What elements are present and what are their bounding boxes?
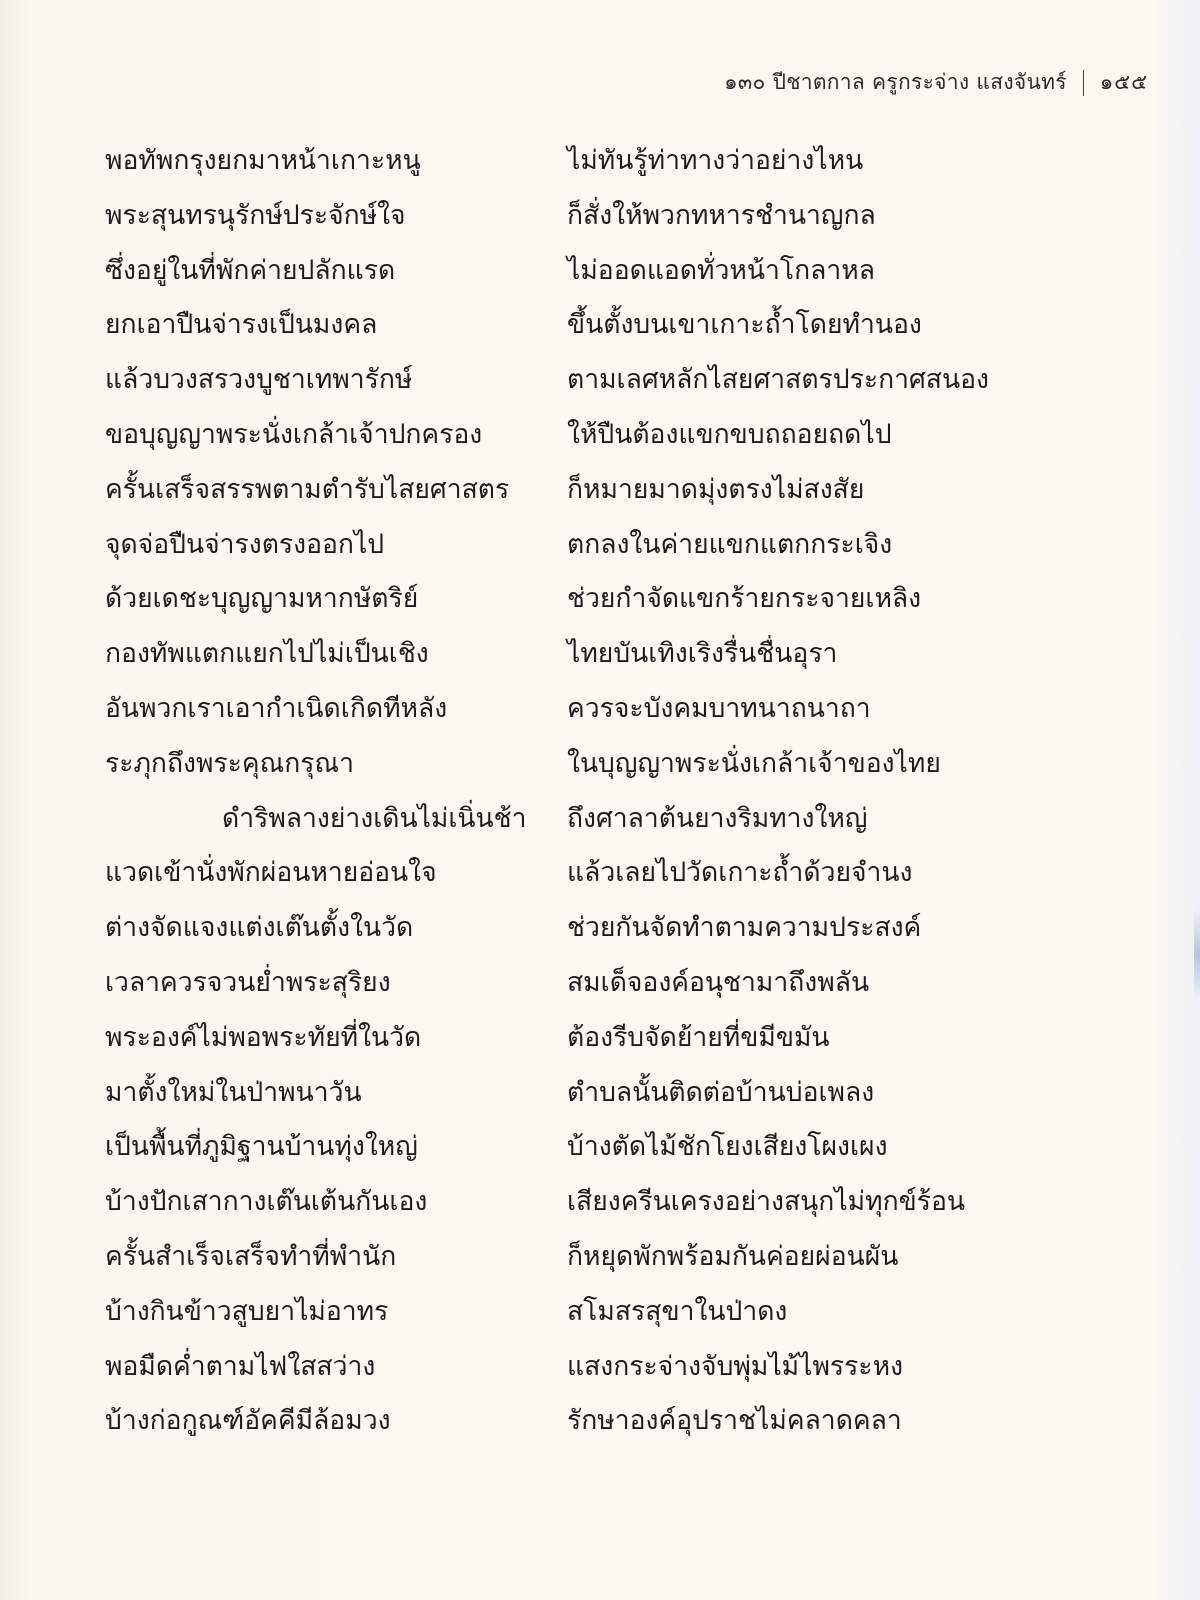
- verse-first: ยกเอาปืนจ่ารงเป็นมงคล: [105, 309, 378, 341]
- poem-couplet: [0, 680, 1200, 735]
- verse-first: แวดเข้านั่งพักผ่อนหายอ่อนใจ: [105, 857, 437, 889]
- poem-couplet: [0, 790, 1200, 845]
- running-header: [724, 66, 1148, 99]
- poem-couplet: [0, 1173, 1200, 1228]
- poem-couplet: [0, 406, 1200, 461]
- poem-body: [0, 132, 1200, 1447]
- verse-second: ไม่ทันรู้ท่าทางว่าอย่างไหน: [567, 145, 864, 176]
- poem-couplet: [0, 461, 1200, 516]
- verse-first: พระองค์ไม่พอพระทัยที่ในวัด: [105, 1021, 422, 1053]
- verse-first: มาตั้งใหม่ในป่าพนาวัน: [105, 1076, 362, 1108]
- poem-couplet: [0, 516, 1200, 571]
- verse-first: ครั้นสำเร็จเสร็จทำที่พำนัก: [105, 1240, 397, 1272]
- verse-first: ซึ่งอยู่ในที่พักค่ายปลักแรด: [105, 254, 396, 286]
- verse-second: บ้างตัดไม้ชักโยงเสียงโผงเผง: [567, 1131, 888, 1163]
- verse-second: ขึ้นตั้งบนเขาเกาะถ้ำโดยทำนอง: [567, 309, 922, 341]
- verse-second: ตามเลศหลักไสยศาสตรประกาศสนอง: [567, 364, 989, 396]
- verse-second: แสงกระจ่างจับพุ่มไม้ไพรระหง: [567, 1350, 904, 1382]
- poem-couplet: [0, 187, 1200, 242]
- verse-second: สมเด็จองค์อนุชามาถึงพลัน: [567, 966, 870, 998]
- poem-couplet: [0, 132, 1200, 187]
- verse-second: ไทยบันเทิงเริงรื่นชื่นอุรา: [567, 638, 838, 670]
- verse-first: บ้างปักเสากางเต๊นเต้นกันเอง: [105, 1186, 428, 1218]
- header-divider: [1083, 70, 1084, 96]
- verse-first: พอมืดค่ำตามไฟใสสว่าง: [105, 1350, 376, 1382]
- verse-second: ก็สั่งให้พวกทหารชำนาญกล: [567, 199, 876, 231]
- poem-couplet: [0, 1064, 1200, 1119]
- verse-second: ในบุญญาพระนั่งเกล้าเจ้าของไทย: [567, 747, 941, 779]
- verse-first: ครั้นเสร็จสรรพตามตำรับไสยศาสตร: [105, 473, 510, 505]
- verse-second: ไม่ออดแอดทั่วหน้าโกลาหล: [567, 254, 875, 286]
- verse-first: จุดจ่อปืนจ่ารงตรงออกไป: [105, 528, 385, 560]
- verse-first: บ้างก่อกูณฑ์อัคคีมีล้อมวง: [105, 1405, 391, 1437]
- verse-first: ระภุกถึงพระคุณกรุณา: [105, 747, 354, 779]
- poem-couplet: [0, 296, 1200, 351]
- verse-first: บ้างกินข้าวสูบยาไม่อาทร: [105, 1295, 389, 1327]
- poem-couplet: [0, 899, 1200, 954]
- poem-couplet: [0, 1283, 1200, 1338]
- verse-first: พอทัพกรุงยกมาหน้าเกาะหนู: [105, 145, 421, 176]
- verse-second: ตำบลนั้นติดต่อบ้านบ่อเพลง: [567, 1076, 875, 1108]
- poem-couplet: [0, 1118, 1200, 1173]
- poem-couplet: [0, 1392, 1200, 1447]
- verse-first: กองทัพแตกแยกไปไม่เป็นเชิง: [105, 638, 429, 670]
- page-edge-mark: [1194, 910, 1200, 1000]
- verse-second: ก็หยุดพักพร้อมกันค่อยผ่อนผัน: [567, 1240, 899, 1272]
- poem-couplet: [0, 242, 1200, 297]
- poem-couplet: [0, 625, 1200, 680]
- header-title: ๑๓๐ ปีชาตกาล ครูกระจ่าง แสงจันทร์: [724, 70, 1067, 94]
- verse-second: เสียงครีนเครงอย่างสนุกไม่ทุกข์ร้อน: [567, 1186, 966, 1218]
- verse-second: ก็หมายมาดมุ่งตรงไม่สงสัย: [567, 473, 865, 505]
- poem-couplet: [0, 735, 1200, 790]
- poem-couplet: [0, 844, 1200, 899]
- verse-second: ต้องรีบจัดย้ายที่ขมีขมัน: [567, 1021, 830, 1053]
- verse-first: ด้วยเดชะบุญญามหากษัตริย์: [105, 583, 419, 615]
- verse-second: ช่วยกันจัดทำตามความประสงค์: [567, 912, 922, 944]
- poem-couplet: [0, 1009, 1200, 1064]
- verse-first: แล้วบวงสรวงบูชาเทพารักษ์: [105, 364, 413, 396]
- verse-second: ช่วยกำจัดแขกร้ายกระจายเหลิง: [567, 583, 922, 615]
- verse-first: เวลาควรจวนย่ำพระสุริยง: [105, 966, 391, 998]
- verse-second: ถึงศาลาต้นยางริมทางใหญ่: [567, 802, 868, 834]
- poem-couplet: [0, 1228, 1200, 1283]
- verse-second: รักษาองค์อุปราชไม่คลาดคลา: [567, 1405, 902, 1437]
- verse-second: ควรจะบังคมบาทนาถนาถา: [567, 692, 871, 724]
- verse-first: ต่างจัดแจงแต่งเต๊นตั้งในวัด: [105, 912, 414, 944]
- verse-second: แล้วเลยไปวัดเกาะถ้ำด้วยจำนง: [567, 857, 913, 889]
- poem-couplet: [0, 1338, 1200, 1393]
- verse-first: เป็นพื้นที่ภูมิฐานบ้านทุ่งใหญ่: [105, 1131, 418, 1163]
- poem-couplet: [0, 570, 1200, 625]
- poem-couplet: [0, 351, 1200, 406]
- verse-second: ให้ปืนต้องแขกขบถถอยถดไป: [567, 418, 892, 450]
- poem-couplet: [0, 954, 1200, 1009]
- verse-first: ดำริพลางย่างเดินไม่เนิ่นช้า: [222, 802, 527, 834]
- verse-first: อันพวกเราเอากำเนิดเกิดทีหลัง: [105, 692, 448, 724]
- verse-first: พระสุนทรนุรักษ์ประจักษ์ใจ: [105, 199, 406, 231]
- page-number: ๑๕๕: [1099, 70, 1148, 94]
- verse-second: สโมสรสุขาในป่าดง: [567, 1295, 788, 1327]
- verse-second: ตกลงในค่ายแขกแตกกระเจิง: [567, 528, 893, 560]
- verse-first: ขอบุญญาพระนั่งเกล้าเจ้าปกครอง: [105, 418, 483, 450]
